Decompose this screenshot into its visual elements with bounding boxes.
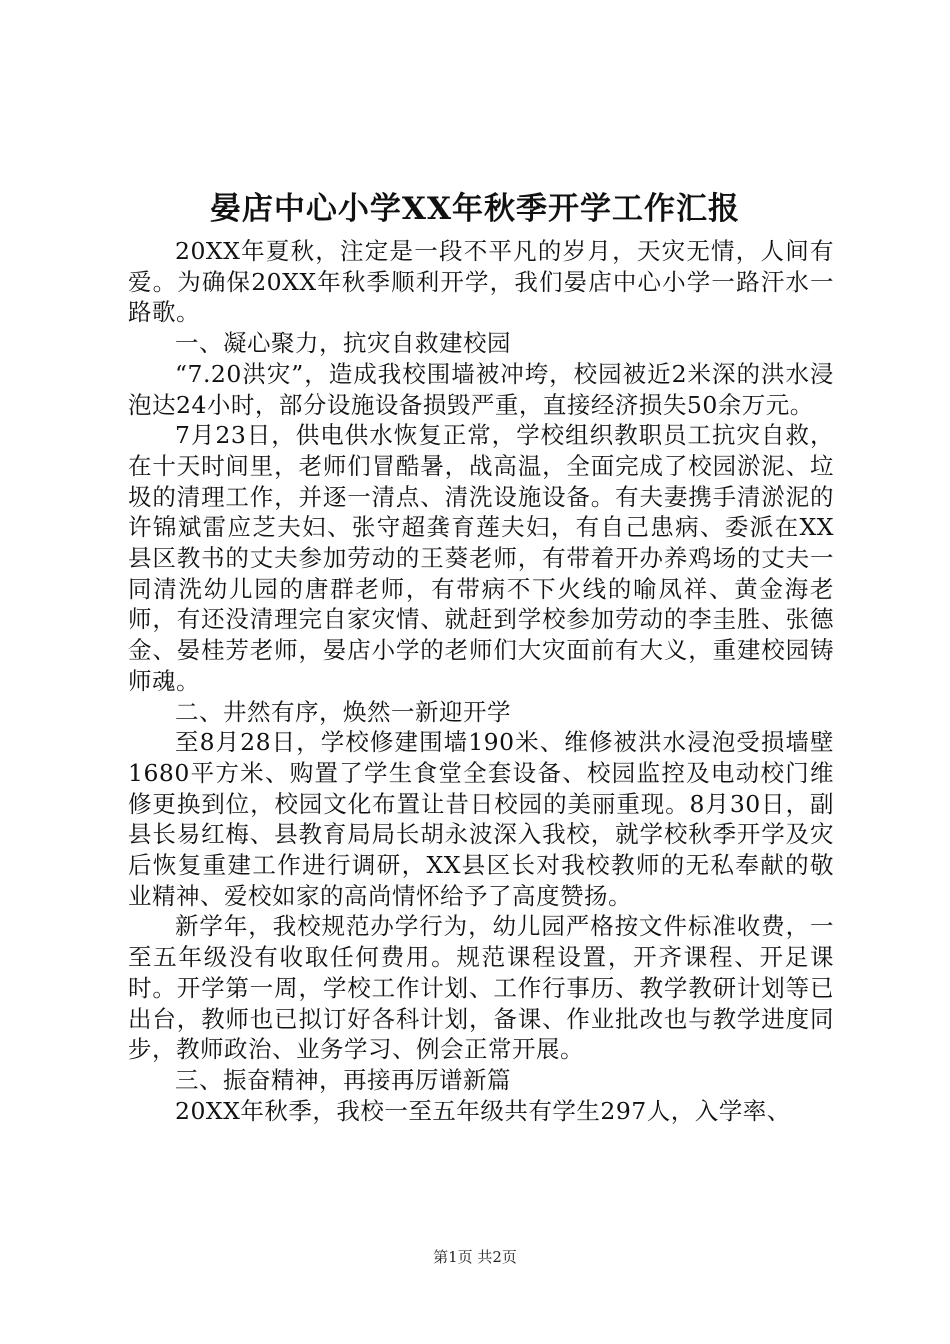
paragraph-new-school-year: 新学年，我校规范办学行为，幼儿园严格按文件标准收费，一至五年级没有收取任何费用。规范课程设置，开齐课程、开足课时。开学第一周，学校工作计划、工作行事历、教学教研计划等已出台，教师也已拟订好各科计划，备课、作业批改也与教学进度同步，教师政治、业务学习、例会正常开展。	[128, 912, 834, 1064]
paragraph-flood-damage: “7.20洪灾”，造成我校围墙被冲垮，校园被近2米深的洪水浸泡达24小时，部分设施设备损毁严重，直接经济损失50余万元。	[128, 359, 834, 419]
paragraph-reconstruction: 至8月28日，学校修建围墙190米、维修被洪水浸泡受损墙壁1680平方米、购置了学生食堂全套设备、校园监控及电动校门维修更换到位，校园文化布置让昔日校园的美丽重现。8月30日，副县长易红梅、县教育局局长胡永波深入我校，就学校秋季开学及灾后恢复重建工作进行调研，XX县区长对我校教师的无私奉献的敬业精神、爱校如家的高尚情怀给予了高度赞扬。	[128, 728, 834, 910]
page-footer: 第1页 共2页	[433, 1248, 517, 1266]
section-heading-1: 一、凝心聚力，抗灾自救建校园	[175, 329, 511, 358]
paragraph-self-rescue: 7月23日，供电供水恢复正常，学校组织教职员工抗灾自救，在十天时间里，老师们冒酷暑，战高温，全面完成了校园淤泥、垃圾的清理工作，并逐一清点、清洗设施设备。有夫妻携手清淤泥的许锦斌雷应芝夫妇、张守超龚育莲夫妇，有自己患病、委派在XX县区教书的丈夫参加劳动的王葵老师，有带着开办养鸡场的丈夫一同清洗幼儿园的唐群老师，有带病不下火线的喻凤祥、黄金海老师，有还没清理完自家灾情、就赶到学校参加劳动的李圭胜、张德金、晏桂芳老师，晏店小学的老师们大灾面前有大义，重建校园铸师魂。	[128, 421, 834, 695]
paragraph-enrollment: 20XX年秋季，我校一至五年级共有学生297人，入学率、	[175, 1096, 791, 1125]
document-title: 晏店中心小学XX年秋季开学工作汇报	[209, 191, 741, 227]
paragraph-intro: 20XX年夏秋，注定是一段不平凡的岁月，天灾无情，人间有爱。为确保20XX年秋季顺利开学，我们晏店中心小学一路汗水一路歌。	[128, 237, 834, 327]
section-heading-2: 二、井然有序，焕然一新迎开学	[175, 697, 511, 726]
document-body	[128, 236, 834, 1126]
section-heading-3: 三、振奋精神，再接再厉谱新篇	[175, 1065, 511, 1094]
